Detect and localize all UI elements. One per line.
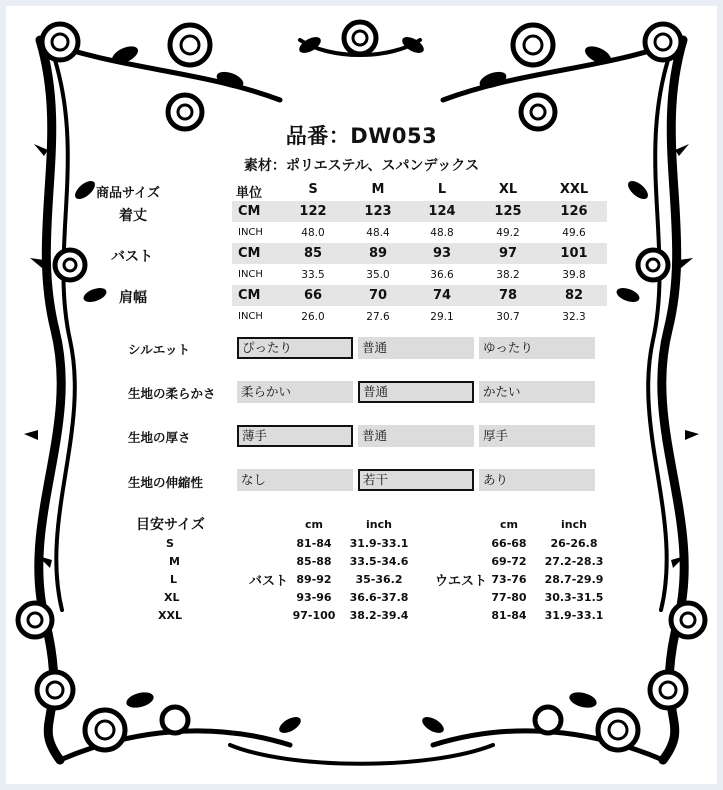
reference-title: 目安サイズ (136, 517, 205, 533)
value-cell: 89 (368, 246, 388, 261)
unit-cm: CM (238, 204, 261, 219)
size-header: XXL (559, 182, 589, 197)
value-cell: 38.2 (496, 269, 520, 281)
value-cell: 82 (564, 288, 584, 303)
value-cell: 26.0 (301, 311, 325, 323)
value-cell: 48.0 (301, 227, 325, 239)
attr-option: 普通 (358, 425, 474, 447)
unit-inch: INCH (238, 269, 263, 280)
waist-inch-header: inch (561, 518, 587, 531)
value-cell: 49.6 (562, 227, 586, 239)
size-header: S (308, 182, 318, 197)
value-cell: 48.4 (366, 227, 390, 239)
ref-value: 36.6-37.8 (349, 591, 409, 604)
ref-value: 35-36.2 (355, 573, 403, 586)
waist-cm-header: cm (500, 518, 518, 531)
ref-size: M (169, 555, 180, 568)
row-label-shoulder: 肩幅 (119, 290, 147, 306)
ref-value: 97-100 (292, 609, 336, 622)
row-label-length: 着丈 (119, 208, 147, 224)
size-table-corner-label: 商品サイズ (96, 186, 160, 201)
value-cell: 70 (368, 288, 388, 303)
ref-value: 77-80 (491, 591, 527, 604)
unit-inch: INCH (238, 227, 263, 238)
value-cell: 97 (498, 246, 518, 261)
ref-value: 66-68 (491, 537, 527, 550)
value-cell: 32.3 (562, 311, 586, 323)
ref-value: 30.3-31.5 (544, 591, 604, 604)
ref-value: 81-84 (296, 537, 332, 550)
value-cell: 74 (432, 288, 452, 303)
value-cell: 36.6 (430, 269, 454, 281)
ref-value: 31.9-33.1 (349, 537, 409, 550)
material-line: 素材：ポリエステル、スパンデックス (243, 158, 480, 174)
unit-inch: INCH (238, 311, 263, 322)
ref-value: 69-72 (491, 555, 527, 568)
ref-value: 27.2-28.3 (544, 555, 604, 568)
attr-option-selected: 普通 (358, 381, 474, 403)
value-cell: 66 (303, 288, 323, 303)
attr-option-selected: 若干 (358, 469, 474, 491)
ref-size: XXL (158, 609, 182, 622)
row-label-bust: バスト (111, 249, 153, 265)
value-cell: 122 (299, 204, 327, 219)
value-cell: 123 (364, 204, 392, 219)
waist-label: ウエスト (435, 574, 488, 589)
attr-option-selected: ぴったり (237, 337, 353, 359)
size-header: L (437, 182, 447, 197)
unit-cm: CM (238, 246, 261, 261)
bust-cm-header: cm (305, 518, 323, 531)
ref-value: 33.5-34.6 (349, 555, 409, 568)
attr-label-silhouette: シルエット (128, 342, 190, 357)
value-cell: 124 (428, 204, 456, 219)
product-code-title: 品番：DW053 (285, 124, 438, 148)
ref-size: XL (164, 591, 180, 604)
ref-value: 28.7-29.9 (544, 573, 604, 586)
attr-option: かたい (479, 381, 595, 403)
value-cell: 101 (560, 246, 588, 261)
unit-header: 単位 (236, 186, 263, 201)
bust-inch-header: inch (366, 518, 392, 531)
attr-option: あり (479, 469, 595, 491)
unit-cm: CM (238, 288, 261, 303)
attr-label-softness: 生地の柔らかさ (128, 386, 216, 401)
value-cell: 126 (560, 204, 588, 219)
value-cell: 33.5 (301, 269, 325, 281)
ref-value: 31.9-33.1 (544, 609, 604, 622)
value-cell: 30.7 (496, 311, 520, 323)
ref-value: 26-26.8 (550, 537, 598, 550)
attr-option: ゆったり (479, 337, 595, 359)
value-cell: 125 (494, 204, 522, 219)
size-header: M (371, 182, 385, 197)
attr-option: 普通 (358, 337, 474, 359)
value-cell: 29.1 (430, 311, 454, 323)
value-cell: 39.8 (562, 269, 586, 281)
ref-value: 73-76 (491, 573, 527, 586)
bust-label: バスト (249, 574, 289, 589)
ref-value: 85-88 (296, 555, 332, 568)
value-cell: 49.2 (496, 227, 520, 239)
attr-label-thickness: 生地の厚さ (128, 430, 191, 445)
value-cell: 78 (498, 288, 518, 303)
ref-value: 89-92 (296, 573, 332, 586)
attr-option-selected: 薄手 (237, 425, 353, 447)
ref-size: S (166, 537, 174, 550)
size-header: XL (498, 182, 518, 197)
attr-label-stretch: 生地の伸縮性 (128, 475, 204, 490)
ref-size: L (170, 573, 178, 586)
value-cell: 93 (432, 246, 452, 261)
ref-value: 93-96 (296, 591, 332, 604)
ref-value: 38.2-39.4 (349, 609, 409, 622)
ref-value: 81-84 (491, 609, 527, 622)
value-cell: 27.6 (366, 311, 390, 323)
value-cell: 48.8 (430, 227, 454, 239)
attr-option: 柔らかい (237, 381, 353, 403)
attr-option: 厚手 (479, 425, 595, 447)
attr-option: なし (237, 469, 353, 491)
value-cell: 85 (303, 246, 323, 261)
value-cell: 35.0 (366, 269, 390, 281)
